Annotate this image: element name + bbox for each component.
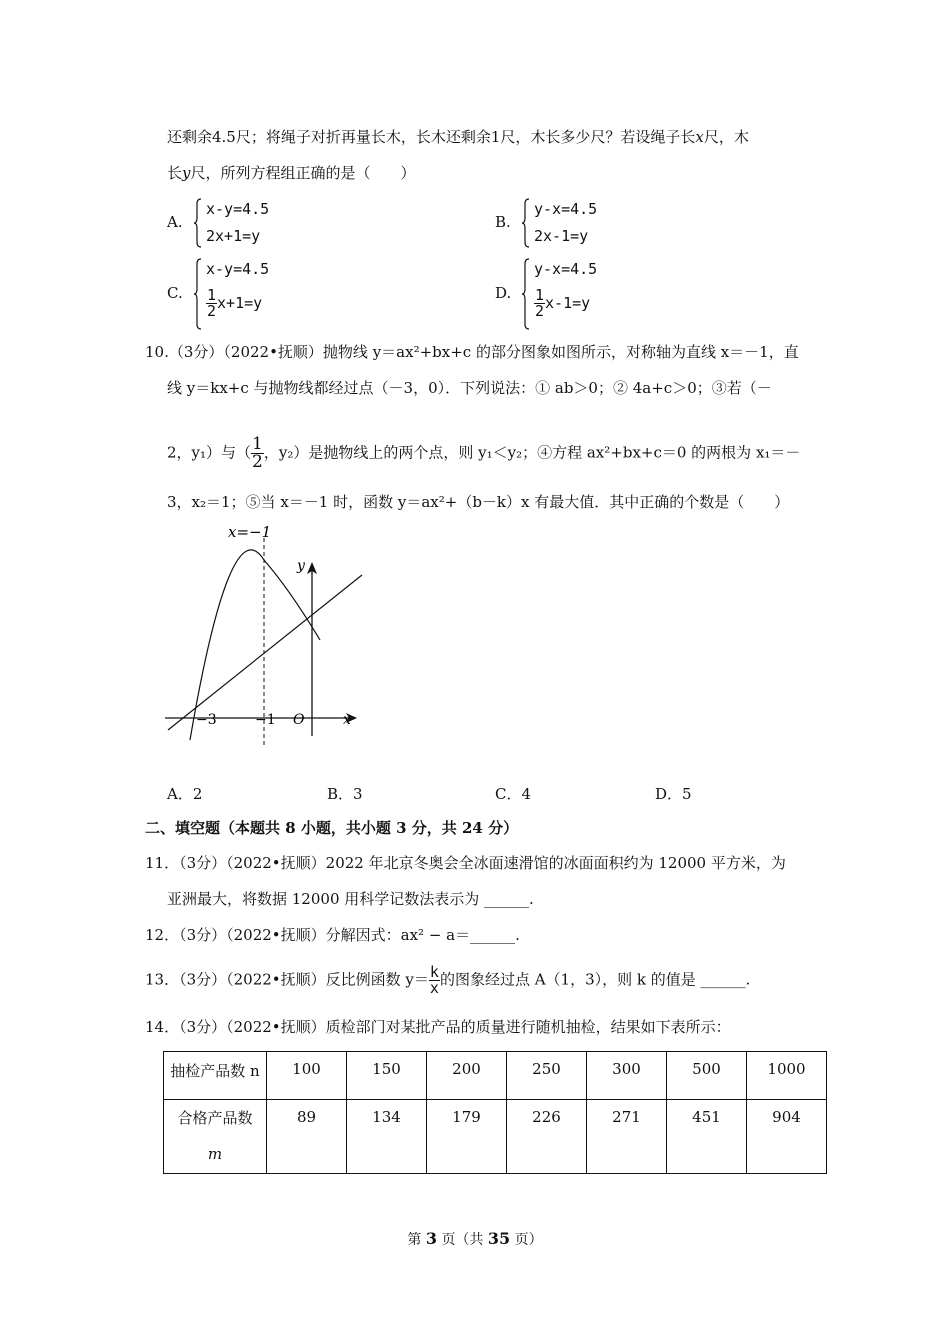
page-footer: 第 3 页（共 35 页）: [407, 1229, 543, 1248]
q10-line3: 2，y₁）与（ $\frac{1}{2}$ ，y₂）是抛物线上的两个点，则 y₁＜y₂；④方程 ax²+bx+c＝0 的两根为 x₁＝－: [167, 434, 801, 472]
q10-option-d[interactable]: D．5: [655, 785, 692, 803]
fraction-equation: $\frac{1}{2}$ x+1=y: [207, 286, 263, 320]
table-cell: 300: [587, 1052, 667, 1100]
inspection-table: [163, 1051, 827, 1174]
table-cell: 1000: [747, 1052, 827, 1100]
row-header-m: 合格产品数 m: [164, 1100, 267, 1174]
q10-option-b[interactable]: B．3: [327, 785, 363, 803]
section-title: 二、填空题（本题共 8 小题，共小题 3 分，共 24 分）: [145, 819, 519, 837]
table-cell: 200: [427, 1052, 507, 1100]
y-axis-label: y: [297, 558, 305, 574]
table-cell: 271: [587, 1100, 667, 1174]
q9-line1: 还剩余4.5尺；将绳子对折再量长木，长木还剩余1尺，木长多少尺？若设绳子长x尺，木: [167, 128, 749, 146]
table-cell: 150: [347, 1052, 427, 1100]
table-cell: 179: [427, 1100, 507, 1174]
table-row: [164, 1100, 827, 1174]
q11-line2: 亚洲最大，将数据 12000 用科学记数法表示为 ______.: [167, 890, 534, 908]
brace-icon: [522, 198, 530, 248]
table-cell: 226: [507, 1100, 587, 1174]
brace-icon: [522, 258, 530, 330]
equation-system: y-x=4.5 $\frac{1}{2}$ x-1=y: [522, 258, 642, 330]
q9-option-b[interactable]: B. y-x=4.5 2x-1=y: [495, 198, 755, 248]
table-row: [164, 1052, 827, 1100]
q10-option-c[interactable]: C．4: [495, 785, 532, 803]
brace-icon: [194, 258, 202, 330]
equation-system: x-y=4.5 $\frac{1}{2}$ x+1=y: [194, 258, 314, 330]
equation-system: x-y=4.5 2x+1=y: [194, 198, 314, 248]
equation-system: y-x=4.5 2x-1=y: [522, 198, 642, 248]
q10-line2: 线 y＝kx+c 与抛物线都经过点（－3，0）．下列说法：① ab＞0；② 4a+c＞0；③若（－: [167, 379, 772, 397]
table-cell: 250: [507, 1052, 587, 1100]
q14: 14．（3分）（2022•抚顺）质检部门对某批产品的质量进行随机抽检，结果如下表所示：: [145, 1018, 731, 1036]
x-axis-label: x: [343, 712, 351, 728]
tick-neg3: −3: [196, 712, 217, 728]
q10-option-a[interactable]: A．2: [167, 785, 203, 803]
fraction: $\frac{k}{x}$: [429, 963, 439, 997]
fraction: $\frac{1}{2}$: [252, 434, 263, 472]
q12: 12．（3分）（2022•抚顺）分解因式：ax² − a＝______.: [145, 926, 520, 944]
brace-icon: [194, 198, 202, 248]
tick-neg1: −1: [255, 712, 276, 728]
origin-label: O: [293, 712, 305, 728]
table-cell: 100: [267, 1052, 347, 1100]
symmetry-label: x=−1: [228, 523, 272, 541]
table-cell: 451: [667, 1100, 747, 1174]
table-cell: 89: [267, 1100, 347, 1174]
line-ykxc: [168, 575, 362, 730]
q9-option-c[interactable]: C. x-y=4.5 $\frac{1}{2}$ x+1=y: [167, 258, 427, 330]
fraction-equation: $\frac{1}{2}$ x-1=y: [535, 286, 591, 320]
row-header-n: 抽检产品数 n: [164, 1052, 267, 1100]
table-cell: 500: [667, 1052, 747, 1100]
table-cell: 904: [747, 1100, 827, 1174]
q9-option-d[interactable]: D. y-x=4.5 $\frac{1}{2}$ x-1=y: [495, 258, 755, 330]
q9-line2: 长y尺，所列方程组正确的是（ ）: [167, 164, 416, 182]
q11-line1: 11．（3分）（2022•抚顺）2022 年北京冬奥会全冰面速滑馆的冰面面积约为 12000 平方米，为: [145, 854, 786, 872]
table-cell: 134: [347, 1100, 427, 1174]
q13: 13．（3分）（2022•抚顺）反比例函数 y＝ $\frac{k}{x}$ 的图象经过点 A（1，3），则 k 的值是 ______.: [145, 963, 751, 997]
parabola-figure: [160, 518, 370, 754]
q10-line4: 3，x₂＝1；⑤当 x＝－1 时，函数 y＝ax²+（b－k）x 有最大值．其中正确的个数是（ ）: [167, 493, 790, 511]
q9-option-a[interactable]: A. x-y=4.5 2x+1=y: [167, 198, 427, 248]
q10-line1: 10.（3分）（2022•抚顺）抛物线 y＝ax²+bx+c 的部分图象如图所示，对称轴为直线 x＝－1，直: [145, 343, 799, 361]
